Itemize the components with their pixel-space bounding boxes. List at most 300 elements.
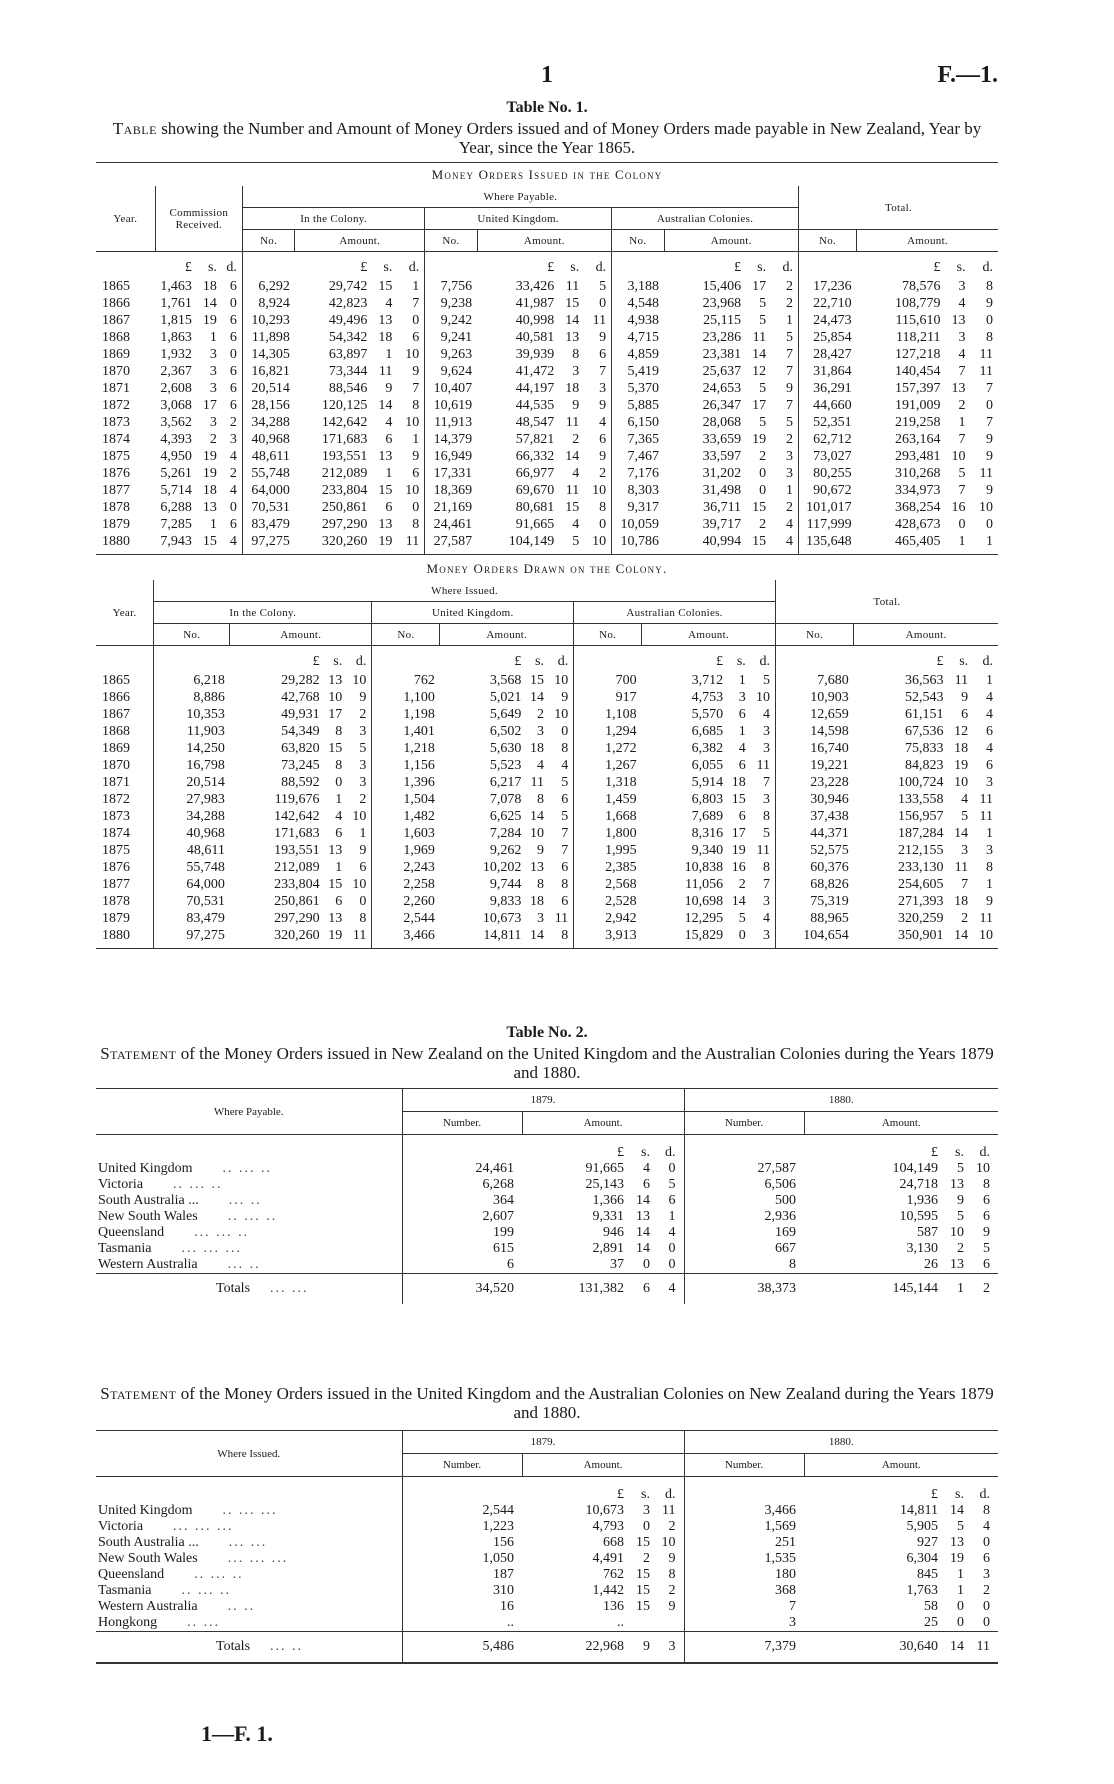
table-cell: 9,241 — [425, 329, 477, 346]
table-cell: 5 — [961, 809, 969, 824]
table-cell: 8 — [359, 911, 367, 926]
table-cell: 5 — [759, 313, 767, 328]
unit-pence: d. — [782, 259, 793, 275]
table-cell: 3 — [536, 911, 544, 926]
table-cell: 6,218 — [154, 672, 230, 689]
table-cell: 8 — [561, 877, 569, 892]
row-name: Victoria — [98, 1519, 144, 1534]
table-cell: 1874 — [102, 826, 130, 841]
table-cell: 10 — [950, 1225, 964, 1240]
table-cell: 142,642 — [321, 415, 368, 430]
table-row — [96, 329, 998, 346]
table-cell: 6 — [599, 432, 607, 447]
table-cell: 2,607 — [402, 1209, 522, 1225]
table-cell: 0 — [643, 1257, 650, 1272]
caption-text: showing the Number and Amount of Money Orders issued and of Money Orders made payable in New Zealand, Year by Year, since the Year 1865. — [156, 119, 982, 157]
table-cell: 18 — [731, 775, 746, 790]
table-cell: 49,931 — [281, 707, 320, 722]
table-cell: 1870 — [102, 758, 130, 773]
col-where-payable: Where Payable. — [96, 1089, 402, 1135]
table-cell: 6 — [385, 432, 393, 447]
table-cell: 2 — [359, 707, 367, 722]
table-cell: 10 — [328, 690, 343, 705]
table-cell: 2 — [668, 1583, 676, 1598]
table-cell: 1 — [335, 792, 343, 807]
col-commission: Commission Received. — [155, 186, 242, 252]
table-cell: 15 — [565, 500, 580, 515]
table-cell: 4 — [785, 534, 793, 549]
table-cell: 7 — [958, 432, 966, 447]
totals-text: Totals — [216, 1281, 251, 1296]
row-name: Western Australia — [98, 1257, 198, 1272]
table-cell: 297,290 — [321, 517, 368, 532]
table-cell: 14,811 — [483, 928, 522, 943]
table-cell: 17 — [328, 707, 343, 722]
table-cell: 2,385 — [574, 859, 642, 876]
table-cell: 2 — [785, 279, 793, 294]
table-cell: 16,740 — [775, 740, 853, 757]
table-cell: 44,197 — [515, 381, 555, 396]
table-cell: 0 — [412, 500, 420, 515]
table-cell: 1,401 — [372, 723, 440, 740]
table-cell: 4 — [762, 911, 770, 926]
table-cell: 8,886 — [154, 689, 230, 706]
leader-dots: .. ... .. — [194, 1567, 244, 1582]
unit-shilling: s. — [333, 653, 343, 669]
table-cell: 1874 — [102, 432, 130, 447]
table-cell: 8,924 — [242, 295, 294, 312]
table-row — [96, 672, 998, 689]
table-cell: 7 — [412, 381, 420, 396]
table-cell: 44,660 — [798, 397, 856, 414]
table-cell: 3 — [986, 775, 993, 790]
table-cell: 28,427 — [798, 346, 856, 363]
table-cell: 1,761 — [160, 296, 192, 311]
table-cell: 5,419 — [612, 363, 664, 380]
table-cell: 320,260 — [274, 928, 320, 943]
table-cell: 34,288 — [154, 808, 230, 825]
table-cell: 1878 — [102, 500, 130, 515]
table-row — [96, 1551, 998, 1567]
table-cell: 7 — [986, 415, 993, 430]
table-cell: 4 — [572, 517, 580, 532]
table-cell: 37 — [610, 1257, 624, 1272]
table-cell: 1869 — [102, 347, 130, 362]
table-cell: 6 — [668, 1193, 676, 1208]
col-amount: Amount. — [295, 230, 425, 252]
table-cell: 0 — [957, 1599, 964, 1614]
table-cell: 18 — [202, 483, 217, 498]
row-label — [96, 1615, 402, 1632]
table-cell: 6 — [983, 1209, 990, 1224]
table-cell: 6 — [632, 1274, 658, 1305]
leader-dots: ... ... ... — [227, 1551, 289, 1566]
table-cell: 66,332 — [515, 449, 555, 464]
table-cell: 7,078 — [489, 792, 522, 807]
table-cell: 2,258 — [372, 876, 440, 893]
table-cell: 19 — [752, 432, 767, 447]
table-cell: 9 — [572, 398, 580, 413]
table-row — [96, 791, 998, 808]
totals-label — [96, 1274, 402, 1305]
table-cell: 1869 — [102, 741, 130, 756]
row-name: Hongkong — [98, 1615, 158, 1630]
table-cell: 3 — [572, 364, 580, 379]
table-cell: 3 — [359, 724, 367, 739]
table-cell: 946 — [603, 1225, 624, 1240]
table-cell: 13 — [565, 330, 580, 345]
col-number: Number. — [402, 1454, 522, 1477]
table-cell: 1871 — [102, 381, 130, 396]
table-row — [96, 278, 998, 295]
units-row — [96, 1135, 998, 1162]
table-cell: 1,459 — [574, 791, 642, 808]
table-cell: 6,217 — [489, 775, 522, 790]
table-row — [96, 876, 998, 893]
table-cell: 1 — [957, 1583, 964, 1598]
table-cell: 8 — [599, 500, 607, 515]
totals-text: Totals — [216, 1639, 251, 1654]
table-cell: 0 — [983, 1599, 990, 1614]
table-cell: 13 — [950, 1535, 964, 1550]
table-cell: .. — [617, 1615, 624, 1630]
table-cell: 9 — [785, 381, 793, 396]
table-cell: 6,150 — [612, 414, 664, 431]
leader-dots: .. ... .. — [173, 1177, 223, 1192]
row-label — [96, 1535, 402, 1551]
table-cell: 2,891 — [592, 1241, 624, 1256]
table-cell: 127,218 — [894, 347, 941, 362]
table-cell: 1,318 — [574, 774, 642, 791]
totals-row — [96, 1632, 998, 1663]
table-cell: 24,461 — [402, 1161, 522, 1177]
table-cell: 9 — [385, 381, 393, 396]
table-cell: 3 — [762, 792, 770, 807]
table-cell: 1,482 — [372, 808, 440, 825]
table-cell: 104,654 — [775, 927, 853, 949]
table-cell: 250,861 — [321, 500, 368, 515]
table-cell: 212,089 — [321, 466, 368, 481]
col-amount: Amount. — [522, 1454, 684, 1477]
table-cell: 6 — [561, 792, 569, 807]
table-cell: 41,987 — [515, 296, 555, 311]
table-cell: 11 — [662, 1503, 676, 1518]
table-cell: 4,859 — [612, 346, 664, 363]
caption-lead: Statement — [100, 1044, 177, 1063]
table-cell: 1865 — [102, 673, 130, 688]
table-cell: 73,027 — [798, 448, 856, 465]
table-cell: 2,936 — [684, 1209, 804, 1225]
table-cell: 7 — [785, 398, 793, 413]
table-cell: 1879 — [102, 911, 130, 926]
table-cell: 15 — [202, 534, 217, 549]
table-cell: 9 — [983, 1225, 990, 1240]
table-cell: 10 — [592, 483, 607, 498]
table-cell: 4 — [229, 534, 237, 549]
table-cell: 36,711 — [703, 500, 742, 515]
table-cell: 9 — [668, 1599, 676, 1614]
table-cell: 1,396 — [372, 774, 440, 791]
section-issued-title: Money Orders Issued in the Colony — [431, 167, 663, 182]
table-cell: 293,481 — [894, 449, 941, 464]
table-cell: 20,514 — [242, 380, 294, 397]
table-cell: 3 — [643, 1503, 650, 1518]
table-row — [96, 533, 998, 555]
table-cell: 5 — [958, 466, 966, 481]
unit-pence: d. — [226, 259, 237, 275]
col-amount: Amount. — [522, 1112, 684, 1135]
table-cell: 5 — [957, 1209, 964, 1224]
table-cell: 25,143 — [585, 1177, 624, 1192]
table-cell: 10 — [979, 500, 993, 515]
table-cell: 1873 — [102, 809, 130, 824]
table-cell: 33,659 — [702, 432, 742, 447]
table-cell: 10,059 — [612, 516, 664, 533]
table-cell: 0 — [412, 313, 420, 328]
col-number: Number. — [684, 1112, 804, 1135]
table-cell: 25,637 — [702, 364, 742, 379]
table-cell: 6 — [229, 279, 237, 294]
table-cell: 5 — [957, 1161, 964, 1176]
table-cell: 7 — [785, 347, 793, 362]
table-cell: 63,820 — [281, 741, 320, 756]
totals-label — [96, 1632, 402, 1663]
table-cell: 1,603 — [372, 825, 440, 842]
table-cell: 40,581 — [515, 330, 555, 345]
table-cell: 1,050 — [402, 1551, 522, 1567]
table-cell: 212,155 — [897, 843, 944, 858]
row-label — [96, 1519, 402, 1535]
table-cell: 5 — [599, 279, 607, 294]
unit-pence: d. — [557, 653, 569, 669]
col-where-issued: Where Issued. — [96, 1431, 402, 1477]
caption-lead: Table — [112, 119, 157, 138]
row-name: South Australia ... — [98, 1535, 199, 1550]
table-cell: 0 — [229, 296, 237, 311]
table-cell: 54,349 — [281, 724, 320, 739]
table-cell: 7 — [958, 483, 966, 498]
table-cell: 1 — [359, 826, 367, 841]
table-cell: 8 — [561, 741, 569, 756]
table-cell: 845 — [917, 1567, 938, 1582]
table-cell: 6 — [983, 1257, 990, 1272]
table-cell: 14 — [946, 1632, 972, 1663]
table-cell: 0 — [668, 1161, 676, 1176]
table-cell: 5,914 — [691, 775, 724, 790]
table-cell: 4 — [958, 347, 966, 362]
table-cell: 11,056 — [685, 877, 724, 892]
table-cell: 13 — [328, 843, 343, 858]
table-cell: 15 — [731, 792, 746, 807]
table-cell: 9,262 — [489, 843, 522, 858]
table-cell: 4 — [385, 415, 393, 430]
table-cell: 22,968 — [522, 1632, 632, 1663]
table-cell: 2 — [759, 517, 767, 532]
table-cell: 11,898 — [242, 329, 294, 346]
caption-lead: Statement — [100, 1384, 177, 1403]
totals-row — [96, 1274, 998, 1305]
table-cell: 10,202 — [482, 860, 522, 875]
document-reference: F.—1. — [937, 62, 998, 88]
table-cell: 14 — [950, 1503, 964, 1518]
table-cell: 5 — [762, 826, 770, 841]
table-row — [96, 1193, 998, 1209]
table-cell: 3 — [785, 449, 793, 464]
table-cell: 75,319 — [775, 893, 853, 910]
table-cell: 9 — [632, 1632, 658, 1663]
units-row — [96, 646, 998, 673]
table-cell: 14 — [954, 826, 969, 841]
table-cell: 1,504 — [372, 791, 440, 808]
leader-dots: ... ... ... — [173, 1519, 234, 1534]
table-cell: 7,365 — [612, 431, 664, 448]
table-cell: 13 — [202, 500, 217, 515]
table-cell: 8 — [536, 792, 544, 807]
row-label — [96, 1193, 402, 1209]
table-cell: 14,379 — [425, 431, 477, 448]
table-cell: 9 — [986, 894, 993, 909]
table-cell: 7 — [684, 1599, 804, 1615]
table-cell: 6 — [986, 724, 993, 739]
table-cell: 4 — [385, 296, 393, 311]
table-cell: 9 — [599, 449, 607, 464]
table-cell: 10 — [755, 690, 770, 705]
table-cell: 18 — [529, 894, 544, 909]
table-cell: 7,379 — [684, 1632, 804, 1663]
table-cell: 6 — [738, 809, 746, 824]
table-cell: 10,595 — [899, 1209, 938, 1224]
table-1-caption — [96, 119, 998, 157]
caption-text: of the Money Orders issued in New Zealand on the United Kingdom and the Australian Colonies during the Years 1879 and 1880. — [176, 1044, 994, 1082]
table-cell: 0 — [668, 1241, 676, 1256]
table-3-caption — [96, 1384, 998, 1422]
table-cell: 1878 — [102, 894, 130, 909]
rule — [96, 1662, 998, 1664]
table-cell: 34,520 — [402, 1274, 522, 1305]
table-cell: 1,198 — [372, 706, 440, 723]
table-cell: 0 — [986, 398, 993, 413]
table-cell: 16 — [951, 500, 966, 515]
table-cell: 10,407 — [425, 380, 477, 397]
table-row — [96, 859, 998, 876]
table-cell: 5 — [785, 330, 793, 345]
unit-pound: £ — [617, 1145, 624, 1160]
table-1-title: Table No. 1. — [506, 99, 588, 116]
col-number: Number. — [684, 1454, 804, 1477]
table-cell: 108,779 — [894, 296, 941, 311]
table-cell: 33,597 — [702, 449, 742, 464]
table-cell: 14 — [529, 928, 544, 943]
unit-pound: £ — [716, 653, 724, 669]
table-cell: 8 — [412, 398, 420, 413]
col-amount: Amount. — [804, 1454, 998, 1477]
table-cell: 4 — [561, 758, 569, 773]
col-amount: Amount. — [664, 230, 798, 252]
leader-dots: ... .. — [227, 1257, 261, 1272]
table-cell: 6 — [229, 517, 237, 532]
table-cell: 4,950 — [160, 449, 192, 464]
table-row — [96, 706, 998, 723]
table-cell: 4 — [658, 1274, 684, 1305]
table-cell: 55,748 — [242, 465, 294, 482]
table-cell: 7,285 — [160, 517, 192, 532]
table-cell: 1865 — [102, 279, 130, 294]
table-cell: 3 — [738, 690, 746, 705]
col-year-1879: 1879. — [402, 1089, 684, 1112]
table-cell: 18 — [565, 381, 580, 396]
table-cell: 5,630 — [489, 741, 522, 756]
table-cell: 23,968 — [702, 296, 742, 311]
table-cell: 6,055 — [691, 758, 724, 773]
table-cell: 5 — [561, 775, 569, 790]
table-row — [96, 312, 998, 329]
table-cell: 11 — [565, 483, 580, 498]
table-cell: 4 — [986, 741, 993, 756]
col-no: No. — [574, 624, 642, 646]
table-cell: 1880 — [102, 534, 130, 549]
table-3-grid — [96, 1431, 998, 1662]
table-cell: 2,243 — [372, 859, 440, 876]
table-cell: 9,242 — [425, 312, 477, 329]
table-cell: 11 — [565, 415, 580, 430]
table-cell: 4 — [229, 449, 237, 464]
table-cell: 8 — [412, 517, 420, 532]
table-cell: 1875 — [102, 843, 130, 858]
table-cell: 11 — [592, 313, 607, 328]
leader-dots: ... ... — [228, 1535, 268, 1550]
table-cell: 0 — [643, 1519, 650, 1534]
table-cell: 6 — [738, 707, 746, 722]
table-cell: 6 — [229, 398, 237, 413]
table-cell: 1,267 — [574, 757, 642, 774]
table-cell: 1872 — [102, 398, 130, 413]
table-cell: 11 — [979, 364, 993, 379]
table-cell: 62,712 — [798, 431, 856, 448]
table-cell: 17 — [731, 826, 746, 841]
table-cell: 233,804 — [321, 483, 368, 498]
table-cell: 6 — [412, 330, 420, 345]
table-cell: 1,108 — [574, 706, 642, 723]
table-row — [96, 893, 998, 910]
table-cell: 668 — [603, 1535, 624, 1550]
row-name: Victoria — [98, 1177, 144, 1192]
table-cell: 4 — [643, 1161, 650, 1176]
table-cell: 2,544 — [402, 1503, 522, 1519]
col-year-1880: 1880. — [684, 1431, 998, 1454]
table-cell: 9 — [986, 449, 993, 464]
table-cell: 2 — [536, 707, 544, 722]
table-cell: 1,366 — [592, 1193, 624, 1208]
col-aus: Australian Colonies. — [574, 602, 776, 624]
table-cell: 1 — [209, 517, 217, 532]
table-cell: 8 — [668, 1567, 676, 1582]
table-cell: 24,473 — [798, 312, 856, 329]
table-cell: 8 — [986, 279, 993, 294]
table-row — [96, 1241, 998, 1257]
section-drawn-title: Money Orders Drawn on the Colony. — [426, 561, 668, 576]
unit-pound: £ — [514, 653, 522, 669]
table-row — [96, 910, 998, 927]
table-cell: 3 — [658, 1632, 684, 1663]
table-cell: 115,610 — [895, 313, 941, 328]
table-cell: 23,381 — [702, 347, 742, 362]
units-row — [96, 1477, 998, 1504]
leader-dots: .. ... ... — [222, 1503, 278, 1518]
table-cell: 320,259 — [897, 911, 944, 926]
table-cell: 10 — [661, 1535, 676, 1550]
table-cell: 133,558 — [897, 792, 944, 807]
table-cell: 9 — [599, 398, 607, 413]
